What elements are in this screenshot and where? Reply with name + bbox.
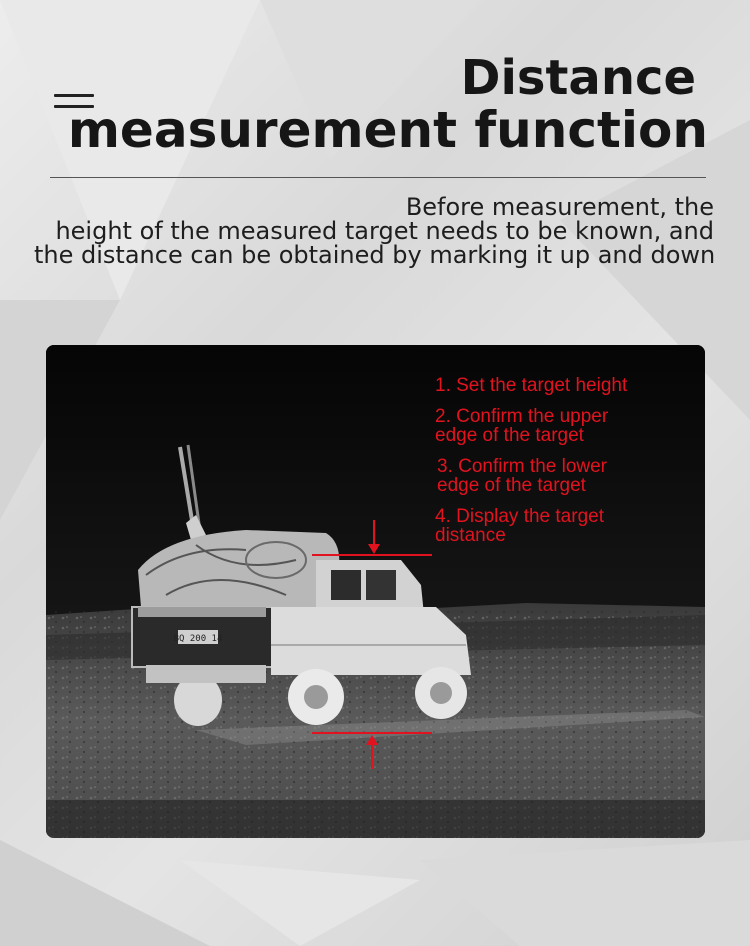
description — [34, 195, 714, 267]
title-line-2: measurement function — [67, 101, 708, 159]
step-4-line-2: distance — [435, 525, 506, 546]
license-plate: BQ 200 14 — [173, 634, 223, 644]
description-line-3: the distance can be obtained by marking it up and down — [34, 241, 716, 269]
step-1-line-1: 1. Set the target height — [435, 375, 628, 396]
step-2-line-2: edge of the target — [435, 425, 584, 446]
step-3-label — [437, 457, 607, 495]
divider — [50, 177, 706, 178]
title-line-1: Distance — [460, 50, 696, 106]
description-line-1: Before measurement, the — [405, 193, 714, 221]
page-title — [67, 50, 708, 159]
step-2-label — [435, 407, 608, 445]
step-3-line-2: edge of the target — [437, 475, 586, 496]
step-1-label — [435, 376, 627, 395]
step-3-line-1: 3. Confirm the lower — [437, 456, 608, 477]
description-line-2: height of the measured target needs to be known, and — [55, 217, 714, 245]
step-2-line-1: 2. Confirm the upper — [435, 406, 609, 427]
thermal-image — [46, 345, 705, 838]
step-4-line-1: 4. Display the target — [435, 506, 604, 527]
step-4-label — [435, 507, 604, 545]
